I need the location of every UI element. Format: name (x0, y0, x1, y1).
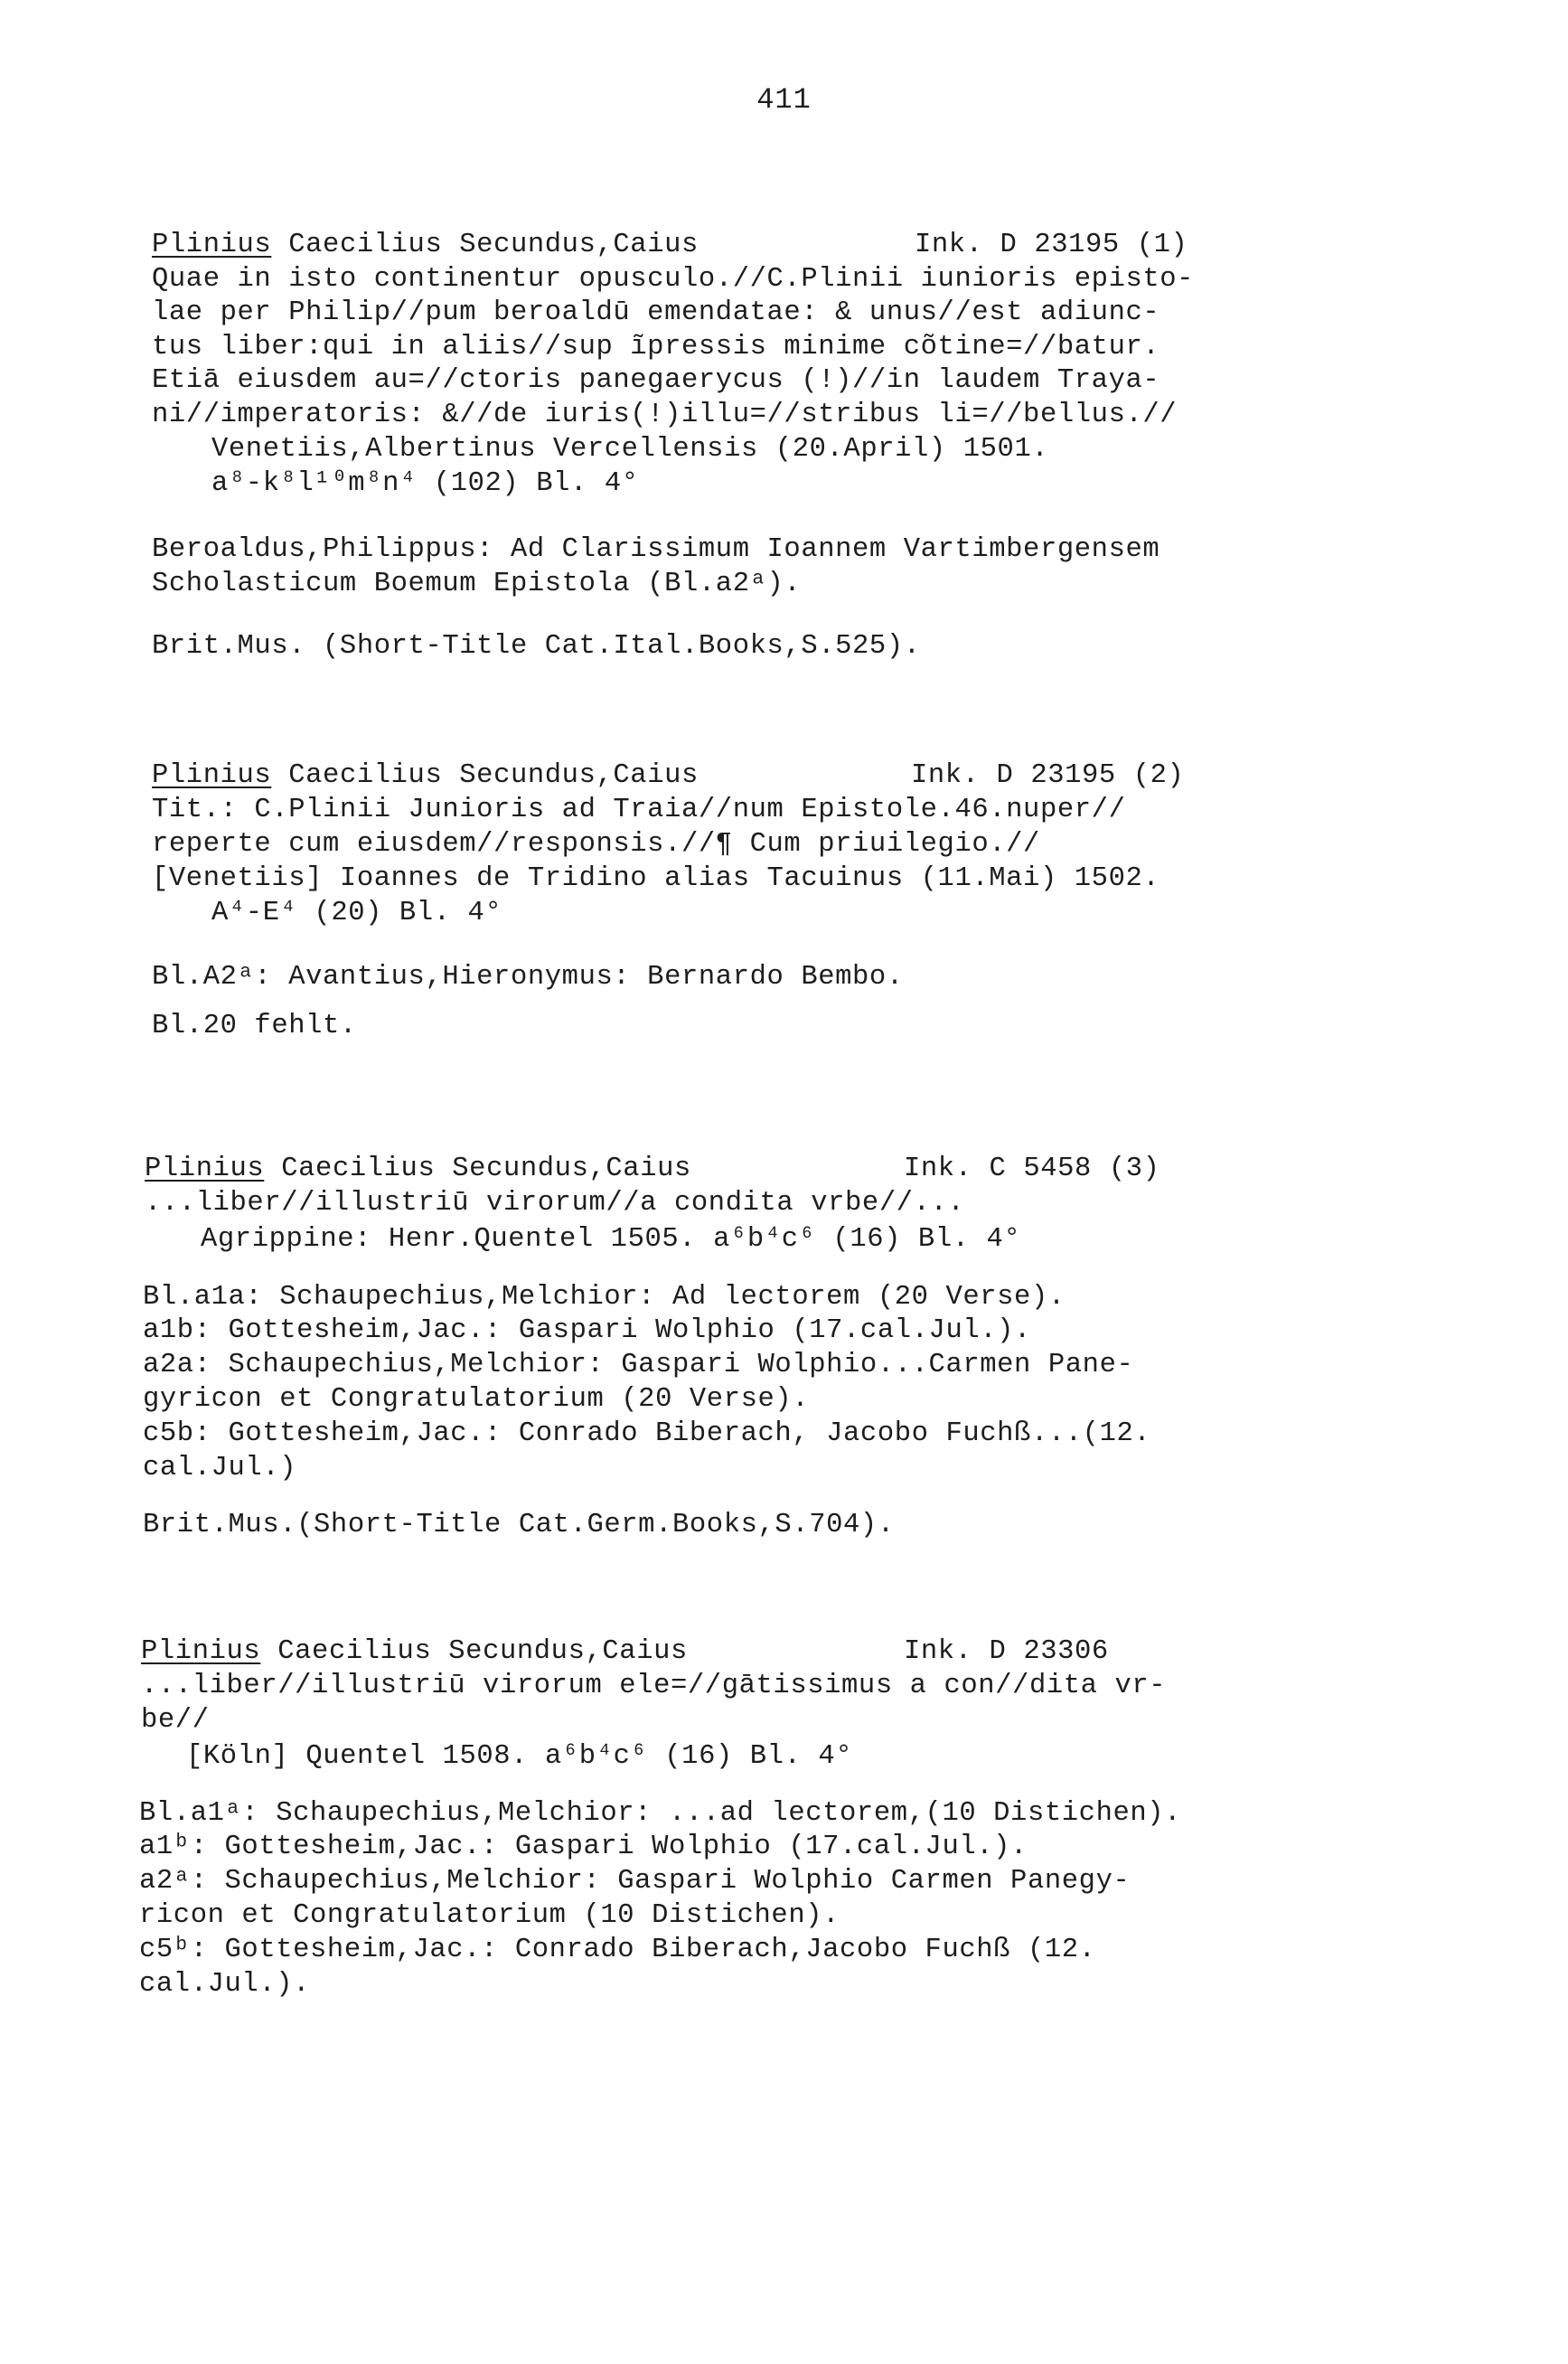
author-rest: Caecilius Secundus,Caius (264, 1154, 691, 1184)
entry-heading (152, 762, 699, 790)
entry-line: a1b: Gottesheim,Jac.: Gaspari Wolphio (17.cal.Jul.). (143, 1315, 1031, 1346)
entry-line: ...liber//illustriū virorum ele=//gātissimus a con//dita vr- (141, 1671, 1167, 1701)
entry-line: [Venetiis] Ioannes de Tridino alias Tacuinus (11.Mai) 1502. (152, 863, 1160, 894)
entry-line: gyricon et Congratulatorium (20 Verse). (143, 1384, 810, 1415)
shelf-mark: Ink. D 23306 (904, 1636, 1109, 1667)
author-rest: Caecilius Secundus,Caius (260, 1636, 688, 1667)
entry-line: Bl.A2ᵃ: Avantius,Hieronymus: Bernardo Bembo. (152, 962, 904, 993)
entry-line: a1ᵇ: Gottesheim,Jac.: Gaspari Wolphio (17.cal.Jul.). (139, 1832, 1028, 1862)
entry-line: Agrippine: Henr.Quentel 1505. a⁶b⁴c⁶ (16) Bl. 4° (201, 1224, 1021, 1255)
entry-line: lae per Philip//pum beroaldū emendatae: & unus//est adiunc- (152, 297, 1160, 328)
entry-line: Bl.a1a: Schaupechius,Melchior: Ad lectorem (20 Verse). (143, 1282, 1066, 1313)
entry-line: Etiā eiusdem au=//ctoris panegaerycus (!)//in laudem Traya- (152, 365, 1160, 396)
shelf-mark: Ink. C 5458 (3) (904, 1154, 1160, 1184)
entry-line: Bl.a1ᵃ: Schaupechius,Melchior: ...ad lectorem,(10 Distichen). (139, 1798, 1182, 1829)
entry-line: ...liber//illustriū virorum//a condita vrbe//... (145, 1188, 965, 1219)
entry-line: c5b: Gottesheim,Jac.: Conrado Biberach, Jacobo Fuchß...(12. (143, 1418, 1151, 1449)
entry-line: Brit.Mus.(Short-Title Cat.Germ.Books,S.704). (143, 1510, 895, 1540)
author-name: Plinius (141, 1636, 261, 1667)
author-rest: Caecilius Secundus,Caius (271, 230, 699, 260)
author-name: Plinius (145, 1154, 265, 1184)
entry-line: ricon et Congratulatorium (10 Distichen). (139, 1900, 840, 1931)
entry-line: c5ᵇ: Gottesheim,Jac.: Conrado Biberach,Jacobo Fuchß (12. (139, 1935, 1096, 1965)
entry-line: reperte cum eiusdem//responsis.//¶ Cum priuilegio.// (152, 829, 1040, 860)
entry-line: [Köln] Quentel 1508. a⁶b⁴c⁶ (16) Bl. 4° (186, 1741, 853, 1772)
author-name: Plinius (152, 760, 272, 791)
shelf-mark: Ink. D 23195 (2) (911, 760, 1185, 791)
author-rest: Caecilius Secundus,Caius (271, 760, 699, 791)
entry-line: Venetiis,Albertinus Vercellensis (20.April) 1501. (211, 434, 1049, 465)
shelf-mark: Ink. D 23195 (1) (915, 230, 1188, 260)
entry-line: Bl.20 fehlt. (152, 1011, 357, 1041)
entry-line: be// (141, 1705, 210, 1736)
entry-line: A⁴-E⁴ (20) Bl. 4° (211, 898, 502, 928)
entry-line: tus liber:qui in aliis//sup ĩpressis minime cõtine=//batur. (152, 332, 1160, 363)
entry-line: a2ᵃ: Schaupechius,Melchior: Gaspari Wolphio Carmen Panegy- (139, 1866, 1131, 1897)
entry-line: cal.Jul.). (139, 1969, 311, 2000)
entry-line: Quae in isto continentur opusculo.//C.Plinii iunioris episto- (152, 264, 1195, 295)
entry-line: cal.Jul.) (143, 1453, 297, 1483)
entry-heading (152, 231, 699, 259)
author-name: Plinius (152, 230, 272, 260)
entry-line: Beroaldus,Philippus: Ad Clarissimum Ioannem Vartimbergensem (152, 534, 1160, 565)
entry-heading (145, 1155, 691, 1183)
entry-line: Scholasticum Boemum Epistola (Bl.a2ᵃ). (152, 569, 802, 599)
entry-line: a⁸-k⁸l¹⁰m⁸n⁴ (102) Bl. 4° (211, 468, 639, 499)
entry-heading (141, 1638, 688, 1666)
entry-line: ni//imperatoris: &//de iuris(!)illu=//stribus li=//bellus.// (152, 400, 1178, 430)
entry-line: Brit.Mus. (Short-Title Cat.Ital.Books,S.525). (152, 631, 921, 662)
entry-line: Tit.: C.Plinii Junioris ad Traia//num Epistole.46.nuper// (152, 795, 1126, 825)
page-number: 411 (756, 83, 812, 117)
entry-line: a2a: Schaupechius,Melchior: Gaspari Wolphio...Carmen Pane- (143, 1350, 1134, 1380)
